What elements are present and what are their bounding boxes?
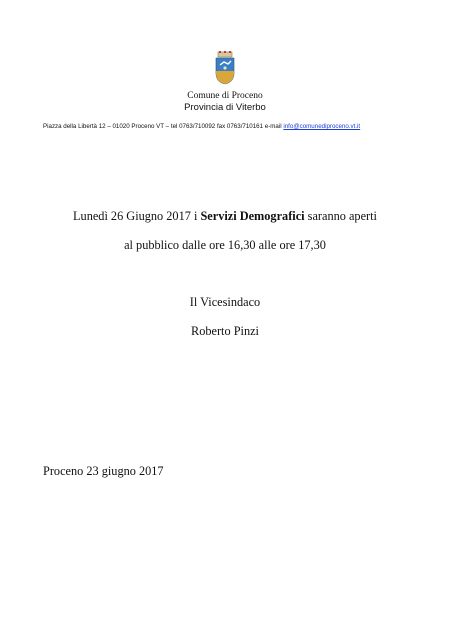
- province-name: Provincia di Viterbo: [184, 102, 266, 113]
- signatory-title: Il Vicesindaco: [189, 295, 261, 309]
- place-and-date: Proceno 23 giugno 2017: [43, 464, 164, 478]
- email-link[interactable]: info@comunediproceno.vt.it: [283, 123, 361, 130]
- notice-line-1-prefix: Lunedì 26 Giugno 2017 i: [73, 209, 201, 223]
- signatory-name: Roberto Pinzi: [191, 324, 259, 338]
- notice-line-1: [0, 209, 450, 224]
- coat-of-arms-icon: [211, 51, 239, 85]
- notice-line-2: al pubblico dalle ore 16,30 alle ore 17,30: [124, 238, 326, 252]
- contact-text: Piazza della Libertà 12 – 01020 Proceno VT – tel 0763/710092 fax 0763/710161 e-mail: [43, 123, 282, 130]
- notice-office-name: Servizi Demografici: [200, 209, 305, 223]
- contact-line: [43, 123, 360, 130]
- notice-line-1-suffix: saranno aperti: [304, 209, 377, 223]
- municipality-name: Comune di Proceno: [187, 91, 263, 101]
